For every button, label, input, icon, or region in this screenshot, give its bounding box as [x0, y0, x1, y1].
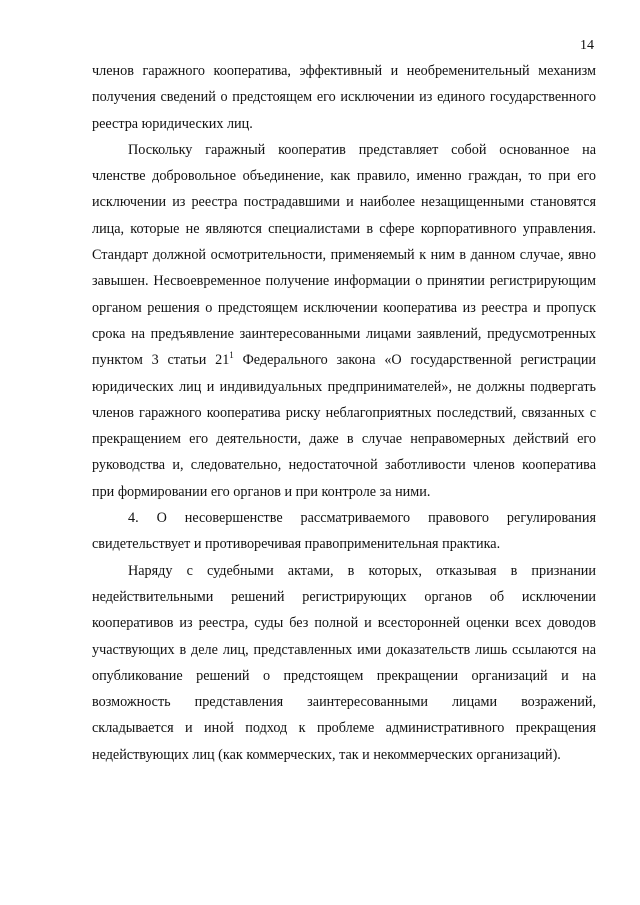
paragraph-item-4: 4. О несовершенстве рассматриваемого правового регулирования свидетельствует и противоречивая правоприменительная практика.	[92, 510, 596, 553]
paragraph-text-after-footnote: Федерального закона «О государственной регистрации юридических лиц и индивидуальных предпринимателей», не должны подвергать членов гаражного кооператива риску неблагоприятных последствий, связанных с прекращением его деятельности, даже в случае неправомерных действий его руководства и, следовательно, недостаточной заботливости членов кооператива при формировании его органов и при контроле за ними.	[92, 352, 596, 500]
paragraph-continuation: членов гаражного кооператива, эффективный и необременительный механизм получения сведений о предстоящем его исключении из единого государственного реестра юридических лиц.	[92, 63, 596, 132]
paragraph-garage-cooperative	[92, 137, 596, 505]
page-number: 14	[580, 38, 594, 53]
document-body	[92, 58, 596, 768]
paragraph-judicial-acts: Наряду с судебными актами, в которых, отказывая в признании недействительными решений регистрирующих органов об исключении кооперативов из реестра, суды без полной и всесторонней оценки всех доводов участвующих в деле лиц, представленных ими доказательств лишь ссылаются на опубликование решений о предстоящем прекращении организаций и на возможность представления заинтересованными лицами возражений, складывается и иной подход к проблеме административного прекращения недействующих лиц (как коммерческих, так и некоммерческих организаций).	[92, 562, 596, 763]
superscript-1: 1	[229, 350, 234, 361]
paragraph-text-before-footnote: Поскольку гаражный кооператив представляет собой основанное на членстве добровольное объединение, как правило, именно граждан, то при его исключении из реестра пострадавшими и наиболее незащищенными становятся лица, которые не являются специалистами в сфере корпоративного управления. Стандарт должной осмотрительности, применяемый к ним в данном случае, явно завышен. Несвоевременное получение информации о принятии регистрирующим органом решения о предстоящем исключении кооператива из реестра и пропуск срока на предъявление заинтересованными лицами заявлений, предусмотренных пунктом 3 статьи 21	[92, 141, 596, 369]
